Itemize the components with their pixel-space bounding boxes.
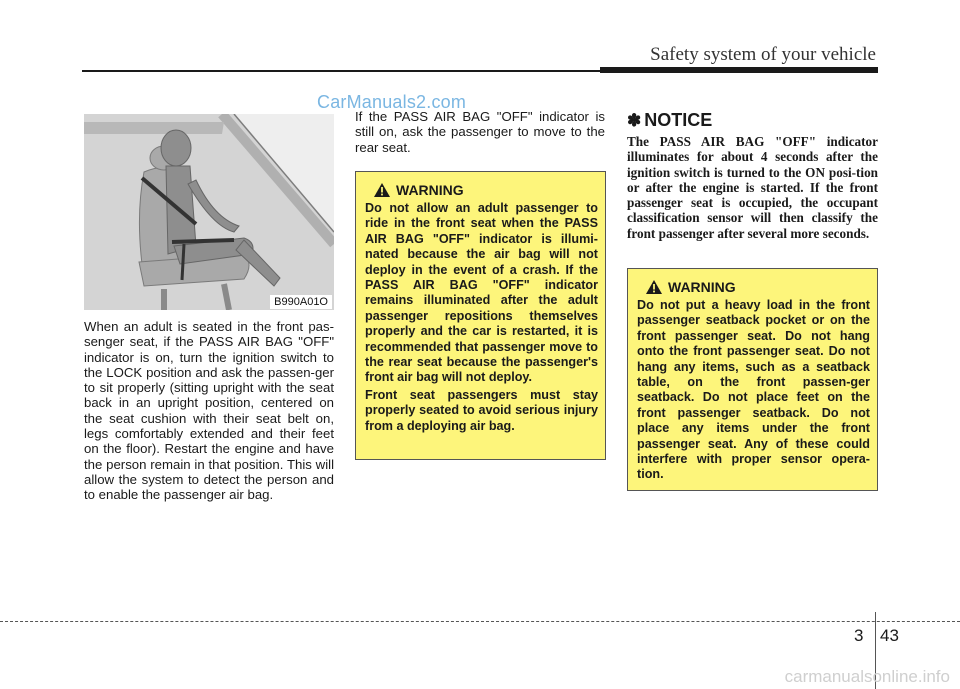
footer-page-number: 43: [880, 626, 899, 645]
warning-body: Do not allow an adult passenger to ride in the front seat when the PASS AIR BAG "OFF" indicator is illumi-nated because the air bag will not deploy in the event of a crash. If the PASS AIR BAG "OFF" indicator remains illuminated after the adult passenger repositions themselves properly and the car is restarted, it is recommended that passenger move to the rear seat because the passenger's front air bag will not deploy.: [365, 201, 598, 385]
warning-title: WARNING: [396, 182, 464, 198]
watermark-link[interactable]: CarManuals2.com: [317, 92, 467, 112]
seated-passenger-figure: [84, 114, 334, 310]
figure-caption: B990A01O: [270, 295, 332, 309]
warning-body: Do not put a heavy load in the front passenger seatback pocket or on the front passenger seat. Do not hang onto the front passenger seat. Do not hang any items, such as a seatback table, on the front passen-ger seatback. Do not place feet on the front passenger seatback. Do not place any items under the front passenger seat. Any of these could interfere with proper sensor opera-tion.: [637, 298, 870, 482]
notice-text: The PASS AIR BAG "OFF" indicator illuminates for about 4 seconds after the ignition switch is turned to the ON posi-tion or after the engine is started. If the front passenger seat is occupied, the occupant classification sensor will then classify the front passenger after several more seconds.: [627, 134, 878, 241]
warning-box-seatback: [627, 268, 878, 491]
middle-column-paragraph: If the PASS AIR BAG "OFF" indicator is still on, ask the passenger to move to the rear seat.: [355, 109, 605, 155]
footer-chapter-number: 3: [854, 626, 864, 645]
notice-title: NOTICE: [644, 110, 713, 130]
warning-box-adult-passenger: [355, 171, 606, 460]
warning-title: WARNING: [668, 279, 736, 295]
header-rule-accent: [600, 67, 878, 73]
footer-dashed-rule: [0, 621, 960, 622]
notice-star-icon: ✽: [627, 110, 642, 130]
warning-header: [646, 279, 870, 295]
header-section-title: Safety system of your vehicle: [650, 44, 876, 65]
notice-heading: [627, 110, 712, 131]
seated-passenger-illustration: [84, 114, 334, 310]
warning-header: [374, 182, 598, 198]
footer-watermark: carmanualsonline.info: [784, 667, 950, 686]
left-column-paragraph: When an adult is seated in the front pas-senger seat, if the PASS AIR BAG "OFF" indicator is on, turn the ignition switch to the LOCK position and ask the passen-ger to sit properly (sitting upright with the seat back in an upright position, centered on the seat cushion with their seat belt on, legs comfortably extended and their feet on the floor). Restart the engine and have the person remain in that position. This will allow the system to detect the person and to enable the passenger air bag.: [84, 319, 334, 503]
warning-triangle-icon: [374, 183, 390, 197]
warning-triangle-icon: [646, 280, 662, 294]
warning-body-seating: Front seat passengers must stay properly seated to avoid serious injury from a deploying air bag.: [365, 387, 598, 433]
